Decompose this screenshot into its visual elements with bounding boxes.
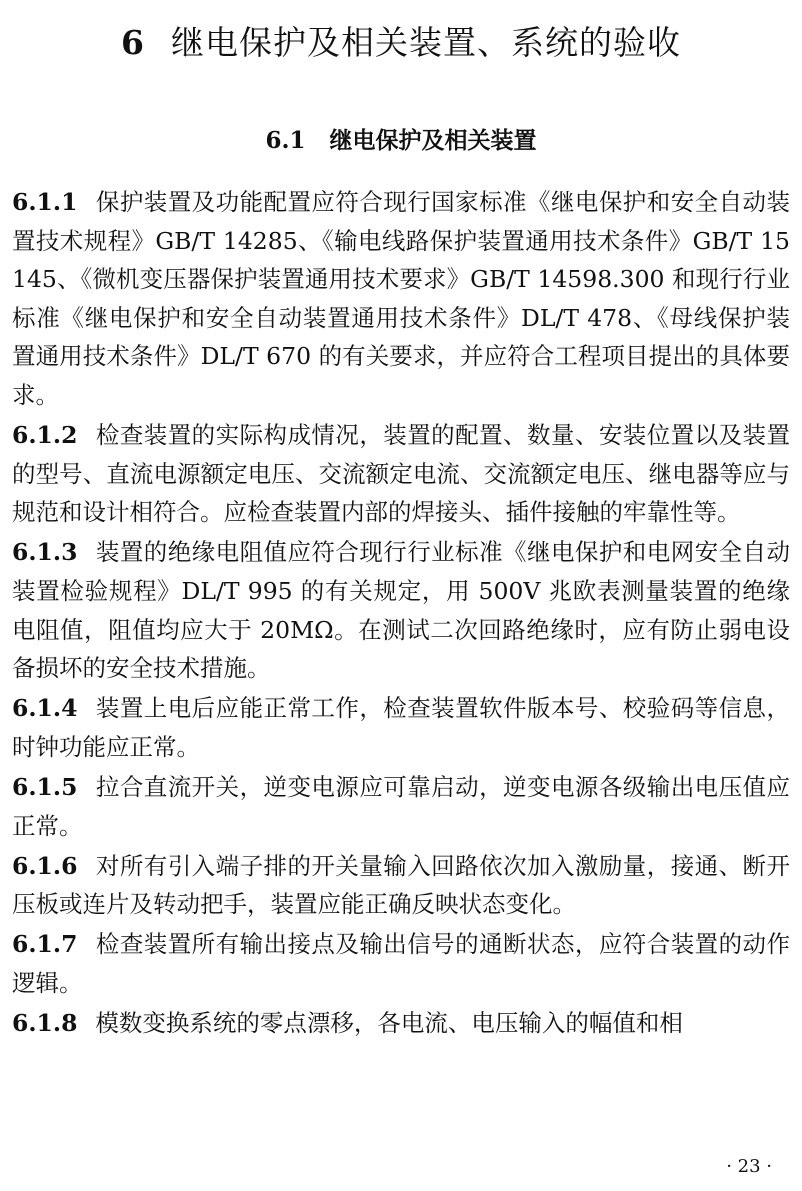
clause-number: 6.1.7: [12, 930, 78, 959]
clause-text: 装置上电后应能正常工作，检查装置软件版本号、校验码等信息，时钟功能应正常。: [12, 694, 790, 761]
clause-6-1-4: [12, 689, 790, 766]
clause-text: 装置的绝缘电阻值应符合现行行业标准《继电保护和电网安全自动装置检验规程》DL/T 995 的有关规定，用 500V 兆欧表测量装置的绝缘电阻值，阻值均应大于 20MΩ。在测试二次回路绝缘时，应有防止弱电设备损坏的安全技术措施。: [12, 538, 790, 683]
clause-6-1-2: [12, 416, 790, 532]
clause-6-1-5: [12, 768, 790, 845]
clause-text: 对所有引入端子排的开关量输入回路依次加入激励量，接通、断开压板或连片及转动把手，装置应能正确反映状态变化。: [12, 851, 790, 919]
section-title-text: 继电保护及相关装置: [329, 127, 537, 154]
clause-text: 保护装置及功能配置应符合现行国家标准《继电保护和安全自动装置技术规程》GB/T 14285、《输电线路保护装置通用技术条件》GB/T 15145、《微机变压器保护装置通用技术要求》GB/T 14598.300 和现行行业标准《继电保护和安全自动装置通用技术条件》DL/T 478、《母线保护装置通用技术条件》DL/T 670 的有关要求，并应符合工程项目提出的具体要求。: [12, 188, 790, 409]
chapter-heading: [0, 18, 802, 68]
clause-list: [12, 183, 790, 1044]
clause-number: 6.1.6: [12, 851, 78, 880]
clause-text: 模数变换系统的零点漂移，各电流、电压输入的幅值和相: [95, 1008, 683, 1037]
clause-number: 6.1.5: [12, 772, 78, 801]
clause-number: 6.1.2: [12, 421, 78, 450]
clause-number: 6.1.8: [12, 1008, 78, 1037]
clause-number: 6.1.1: [12, 188, 78, 216]
chapter-number: 6: [121, 23, 145, 62]
clause-text: 检查装置所有输出接点及输出信号的通断状态，应符合装置的动作逻辑。: [12, 930, 790, 997]
clause-number: 6.1.4: [12, 694, 78, 723]
chapter-title-text: 继电保护及相关装置、系统的验收: [170, 23, 681, 62]
section-heading: [0, 121, 802, 161]
clause-number: 6.1.3: [12, 538, 78, 567]
clause-6-1-1: [12, 183, 790, 415]
clause-6-1-6: [12, 847, 790, 924]
clause-text: 检查装置的实际构成情况，装置的配置、数量、安装位置以及装置的型号、直流电源额定电压、交流额定电流、交流额定电压、继电器等应与规范和设计相符合。应检查装置内部的焊接头、插件接触的牢靠性等。: [12, 421, 790, 527]
clause-text: 拉合直流开关，逆变电源应可靠启动，逆变电源各级输出电压值应正常。: [12, 772, 790, 840]
clause-6-1-8: [12, 1004, 790, 1043]
clause-6-1-7: [12, 925, 790, 1002]
section-number: 6.1: [265, 127, 306, 154]
page-number: · 23 ·: [726, 1156, 772, 1177]
clause-6-1-3: [12, 533, 790, 687]
